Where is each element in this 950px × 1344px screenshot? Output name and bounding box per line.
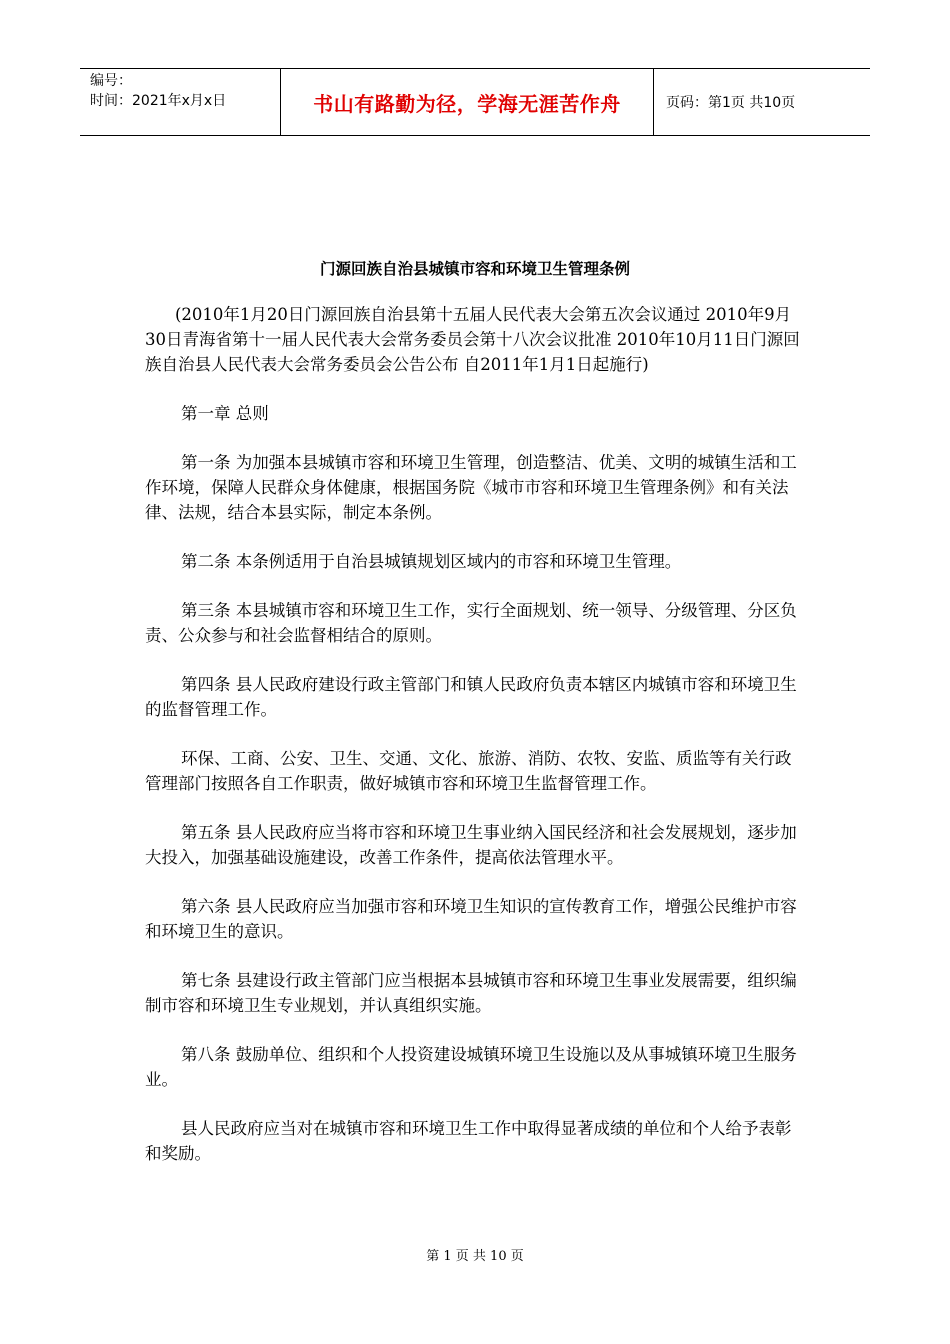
document-title: 门源回族自治县城镇市容和环境卫生管理条例 [319,260,630,278]
chapter-heading: 第一章 总则 [181,404,269,423]
header-page-info: 页码：第1页 共10页 [666,95,796,111]
time-label: 时间：2021年x月x日 [90,93,227,109]
article-2: 第二条 本条例适用于自治县城镇规划区域内的市容和环境卫生管理。 [181,552,682,571]
header-meta [80,69,280,135]
article-4: 第四条 县人民政府建设行政主管部门和镇人民政府负责本辖区内城镇市容和环境卫生的监督管理工作。 [145,675,797,719]
article-6: 第六条 县人民政府应当加强市容和环境卫生知识的宣传教育工作，增强公民维护市容和环境卫生的意识。 [145,897,797,941]
article-3: 第三条 本县城镇市容和环境卫生工作，实行全面规划、统一领导、分级管理、分区负责、公众参与和社会监督相结合的原则。 [145,601,797,645]
article-1: 第一条 为加强本县城镇市容和环境卫生管理，创造整洁、优美、文明的城镇生活和工作环境，保障人民群众身体健康，根据国务院《城市市容和环境卫生管理条例》和有关法律、法规，结合本县实际，制定本条例。 [145,453,797,522]
page-footer: 第 1 页 共 10 页 [426,1249,524,1264]
document-body [145,302,805,1190]
article-4-paragraph-2: 环保、工商、公安、卫生、交通、文化、旅游、消防、农牧、安监、质监等有关行政管理部门按照各自工作职责，做好城镇市容和环境卫生监督管理工作。 [145,749,792,793]
article-8: 第八条 鼓励单位、组织和个人投资建设城镇环境卫生设施以及从事城镇环境卫生服务业。 [145,1045,797,1089]
number-label: 编号： [90,73,132,89]
article-7: 第七条 县建设行政主管部门应当根据本县城镇市容和环境卫生事业发展需要，组织编制市容和环境卫生专业规划，并认真组织实施。 [145,971,797,1015]
article-8-paragraph-2: 县人民政府应当对在城镇市容和环境卫生工作中取得显著成绩的单位和个人给予表彰和奖励。 [145,1119,792,1163]
page-header [80,68,870,136]
adoption-note: (2010年1月20日门源回族自治县第十五届人民代表大会第五次会议通过 2010年9月30日青海省第十一届人民代表大会常务委员会第十八次会议批准 2010年10月11日门源回族自治县人民代表大会常务委员会公告公布 自2011年1月1日起施行) [145,305,800,374]
article-5: 第五条 县人民政府应当将市容和环境卫生事业纳入国民经济和社会发展规划，逐步加大投入，加强基础设施建设，改善工作条件，提高依法管理水平。 [145,823,797,867]
header-motto: 书山有路勤为径，学海无涯苦作舟 [280,69,654,135]
